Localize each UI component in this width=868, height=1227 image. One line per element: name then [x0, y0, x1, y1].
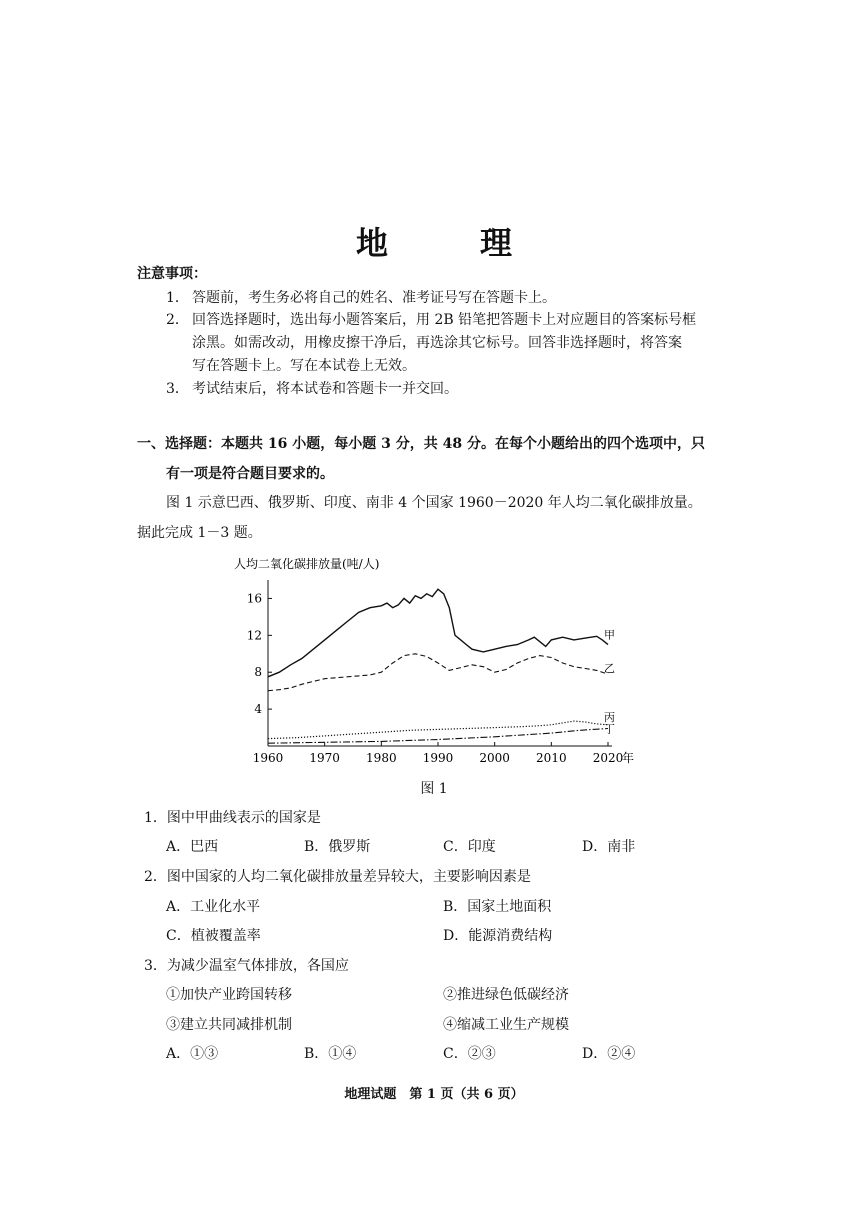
note-2-line: 写在答题卡上。写在本试卷上无效。	[192, 358, 416, 374]
series-label-乙: 乙	[604, 662, 615, 676]
series-line-丙	[268, 721, 608, 739]
y-tick-label: 4	[254, 702, 262, 717]
note-3-line: 考试结束后，将本试卷和答题卡一并交回。	[192, 381, 458, 397]
note-3-num: 3．	[166, 381, 189, 397]
question-1-option-c: C．印度	[443, 839, 496, 855]
emission-line-chart	[220, 550, 660, 772]
series-line-甲	[268, 589, 608, 677]
series-label-甲: 甲	[604, 628, 615, 642]
note-2-num: 2．	[166, 312, 189, 328]
question-2-stem: 2．图中国家的人均二氧化碳排放量差异较大，主要影响因素是	[144, 869, 531, 885]
y-tick-label: 16	[246, 591, 262, 606]
note-2-line: 回答选择题时，选出每小题答案后，用 2B 铅笔把答题卡上对应题目的答案标号框	[192, 312, 697, 328]
x-tick-label: 1970	[309, 751, 340, 765]
question-3-statement-2: ②推进绿色低碳经济	[443, 987, 569, 1003]
question-3-option-a: A．①③	[166, 1046, 219, 1062]
question-2-option-a: A．工业化水平	[166, 899, 261, 915]
intro-text-cont: 据此完成 1－3 题。	[137, 525, 262, 541]
question-1-option-d: D．南非	[582, 839, 636, 855]
question-3-statement-3: ③建立共同减排机制	[166, 1017, 292, 1033]
question-3-statement-1: ①加快产业跨国转移	[166, 987, 292, 1003]
y-tick-label: 8	[254, 665, 262, 680]
y-axis-label: 人均二氧化碳排放量(吨/人)	[234, 557, 380, 571]
x-tick-label: 1960	[252, 751, 284, 765]
section-heading: 一、选择题：本题共 16 小题，每小题 3 分，共 48 分。在每个小题给出的四个选项中，只	[137, 436, 705, 452]
question-1-stem: 1．图中甲曲线表示的国家是	[144, 810, 321, 826]
page-title: 地 理	[355, 224, 542, 262]
x-tick-label: 2000	[479, 751, 510, 765]
question-3-option-b: B．①④	[304, 1046, 357, 1062]
question-2-option-c: C．植被覆盖率	[166, 928, 261, 944]
question-2-option-d: D．能源消费结构	[443, 928, 553, 944]
x-tick-label: 1990	[422, 751, 454, 765]
question-3-option-d: D．②④	[582, 1046, 636, 1062]
y-tick-label: 12	[246, 628, 262, 643]
note-1-line: 答题前，考生务必将自己的姓名、准考证号写在答题卡上。	[192, 290, 556, 306]
notes-heading: 注意事项：	[137, 266, 207, 282]
intro-text: 图 1 示意巴西、俄罗斯、印度、南非 4 个国家 1960－2020 年人均二氧化碳排放量。	[166, 495, 702, 511]
series-label-丁: 丁	[604, 722, 615, 736]
x-tick-label: 1980	[366, 751, 397, 765]
question-1-option-b: B．俄罗斯	[304, 839, 371, 855]
question-3-stem: 3．为减少温室气体排放，各国应	[144, 958, 349, 974]
x-tick-label: 2020	[592, 751, 624, 765]
question-2-option-b: B．国家土地面积	[443, 899, 552, 915]
question-3-option-c: C．②③	[443, 1046, 496, 1062]
page-footer: 地理试题 第 1 页（共 6 页）	[344, 1087, 524, 1102]
x-tick-label: 2010	[536, 751, 567, 765]
note-1-num: 1．	[166, 290, 189, 306]
series-line-乙	[268, 654, 608, 691]
note-2-line: 涂黑。如需改动，用橡皮擦干净后，再选涂其它标号。回答非选择题时，将答案	[192, 335, 682, 351]
figure-caption: 图 1	[420, 781, 448, 797]
question-3-statement-4: ④缩减工业生产规模	[443, 1017, 569, 1033]
x-axis-unit-label: 年	[622, 751, 635, 765]
series-label-丙: 丙	[604, 710, 615, 724]
question-1-option-a: A．巴西	[166, 839, 219, 855]
section-heading-cont: 有一项是符合题目要求的。	[166, 466, 334, 482]
